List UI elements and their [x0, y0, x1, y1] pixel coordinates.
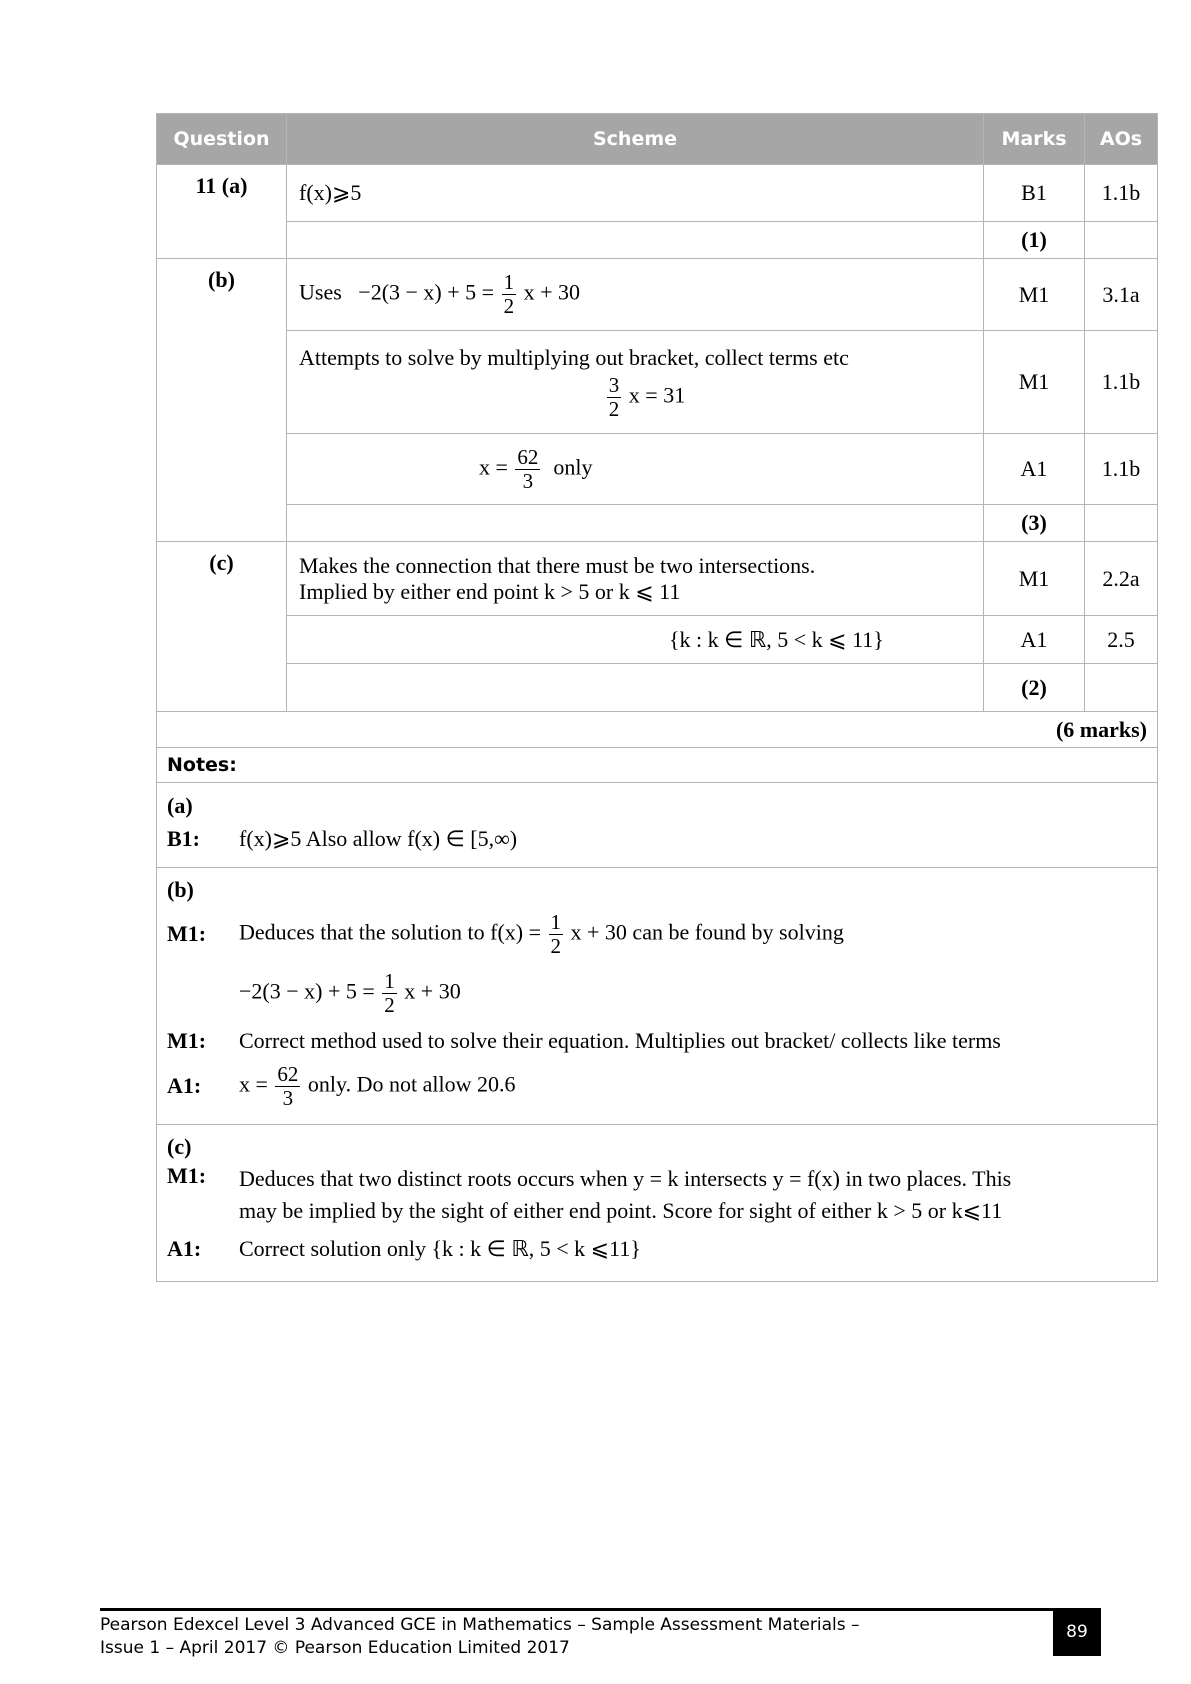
mark-scheme-table: [156, 113, 1158, 1282]
table-row: [157, 331, 1158, 434]
scheme-c1-line2: Implied by either end point k > 5 or k ⩽ 11: [299, 578, 681, 604]
table-row: [157, 616, 1158, 664]
fraction: $\frac{62}{3}$: [277, 1061, 299, 1110]
scheme-a-text: f(x)⩾5: [299, 180, 362, 205]
mark-scheme-sheet: [156, 113, 1147, 1282]
note-text: Correct method used to solve their equation. Multiplies out bracket/ collects like terms: [239, 1028, 1001, 1053]
header-scheme: Scheme: [287, 114, 984, 165]
scheme-b3-equation: x = $\frac{62}{3}$ only: [479, 444, 593, 493]
scheme-c2-set: {k : k ∈ ℝ, 5 < k ⩽ 11}: [669, 626, 884, 652]
notes-c-block: [157, 1125, 1158, 1282]
note-equation: −2(3 − x) + 5 = $\frac{1}{2}$ x + 30: [239, 968, 461, 1017]
note-label: M1:: [167, 921, 207, 946]
table-row: [157, 434, 1158, 505]
table-row: [157, 712, 1158, 748]
notes-title: Notes:: [157, 748, 1158, 783]
subtotal-a: (1): [984, 222, 1085, 259]
subtotal-b: (3): [984, 505, 1085, 542]
scheme-cell: [287, 542, 984, 616]
scheme-b1-rhs: x + 30: [523, 279, 580, 305]
empty-scheme-cell: [287, 222, 984, 259]
note-line: [167, 822, 1147, 856]
subtotal-c: (2): [984, 664, 1085, 712]
scheme-b2-equation: $\frac{3}{2}$ x = 31: [608, 372, 686, 421]
scheme-cell: [287, 434, 984, 505]
notes-a-block: [157, 783, 1158, 868]
note-label: M1:: [167, 1028, 207, 1053]
footer-line-2: Issue 1 – April 2017 © Pearson Education Limited 2017: [100, 1638, 570, 1658]
fraction: $\frac{1}{2}$: [503, 270, 515, 318]
note-line: [167, 1227, 1147, 1271]
note-text: Deduces that two distinct roots occurs when y = k intersects y = f(x) in two places. This may be implied by the sight of either end point. Score for sight of either k > 5 or k⩽11: [239, 1166, 1012, 1223]
note-text: Deduces that the solution to f(x) = $\frac{1}{2}$ x + 30 can be found by solving: [239, 909, 844, 958]
note-line: [167, 1163, 1147, 1227]
note-line: [167, 962, 1147, 1024]
header-aos: AOs: [1085, 114, 1158, 165]
header-marks: Marks: [984, 114, 1085, 165]
empty-scheme-cell: [287, 664, 984, 712]
ao-cell: 2.5: [1085, 616, 1158, 664]
question-label-c: (c): [157, 542, 287, 712]
note-text: Correct solution only {k : k ∈ ℝ, 5 < k ⩽11}: [239, 1236, 641, 1261]
scheme-cell: [287, 616, 984, 664]
notes-a-row: [157, 783, 1158, 868]
scheme-cell: [287, 331, 984, 434]
ao-cell: 1.1b: [1085, 331, 1158, 434]
note-label: M1:: [167, 1163, 207, 1188]
question-label-11a: 11 (a): [157, 165, 287, 259]
table-header-row: [157, 114, 1158, 165]
ao-cell: 1.1b: [1085, 165, 1158, 222]
footer-rule: [100, 1608, 1101, 1611]
notes-c-row: [157, 1125, 1158, 1282]
note-line: [167, 1024, 1147, 1058]
scheme-c1-line1: Makes the connection that there must be two intersections.: [299, 552, 816, 578]
empty-ao-cell: [1085, 664, 1158, 712]
marks-cell: M1: [984, 542, 1085, 616]
table-row: [157, 222, 1158, 259]
table-row: [157, 542, 1158, 616]
scheme-b1-prefix: Uses: [299, 279, 342, 305]
ao-cell: 2.2a: [1085, 542, 1158, 616]
empty-ao-cell: [1085, 222, 1158, 259]
total-marks: (6 marks): [157, 712, 1158, 748]
fraction: $\frac{1}{2}$: [384, 968, 395, 1017]
table-row: [157, 505, 1158, 542]
table-row: [157, 165, 1158, 222]
note-label: A1:: [167, 1236, 202, 1261]
ao-cell: 3.1a: [1085, 259, 1158, 331]
notes-title-row: [157, 748, 1158, 783]
marks-cell: M1: [984, 259, 1085, 331]
marks-cell: M1: [984, 331, 1085, 434]
marks-cell: A1: [984, 434, 1085, 505]
scheme-cell: [287, 165, 984, 222]
notes-b-row: [157, 868, 1158, 1125]
page-number: 89: [1053, 1608, 1101, 1656]
note-text: f(x)⩾5 Also allow f(x) ∈ [5,∞): [239, 826, 518, 851]
note-label: B1:: [167, 826, 200, 851]
note-line: [167, 906, 1147, 962]
note-text: x = $\frac{62}{3}$ only. Do not allow 20.6: [239, 1061, 516, 1110]
note-label: A1:: [167, 1073, 202, 1098]
scheme-b2-text: Attempts to solve by multiplying out bracket, collect terms etc: [299, 344, 849, 370]
fraction: $\frac{1}{2}$: [550, 909, 562, 958]
table-row: [157, 664, 1158, 712]
table-row: [157, 259, 1158, 331]
notes-b-block: [157, 868, 1158, 1125]
scheme-cell: [287, 259, 984, 331]
marks-cell: A1: [984, 616, 1085, 664]
empty-scheme-cell: [287, 505, 984, 542]
question-label-b: (b): [157, 259, 287, 542]
notes-a-label: (a): [167, 793, 193, 818]
note-line: [167, 1058, 1147, 1114]
footer-line-1: Pearson Edexcel Level 3 Advanced GCE in Mathematics – Sample Assessment Materials –: [100, 1615, 860, 1635]
header-question: Question: [157, 114, 287, 165]
scheme-b1-lhs: −2(3 − x) + 5 =: [358, 279, 495, 305]
fraction: $\frac{3}{2}$: [608, 372, 620, 421]
marks-cell: B1: [984, 165, 1085, 222]
fraction: $\frac{62}{3}$: [517, 444, 539, 493]
notes-b-label: (b): [167, 877, 194, 902]
notes-c-label: (c): [167, 1134, 192, 1159]
ao-cell: 1.1b: [1085, 434, 1158, 505]
footer-text: [100, 1614, 960, 1660]
empty-ao-cell: [1085, 505, 1158, 542]
